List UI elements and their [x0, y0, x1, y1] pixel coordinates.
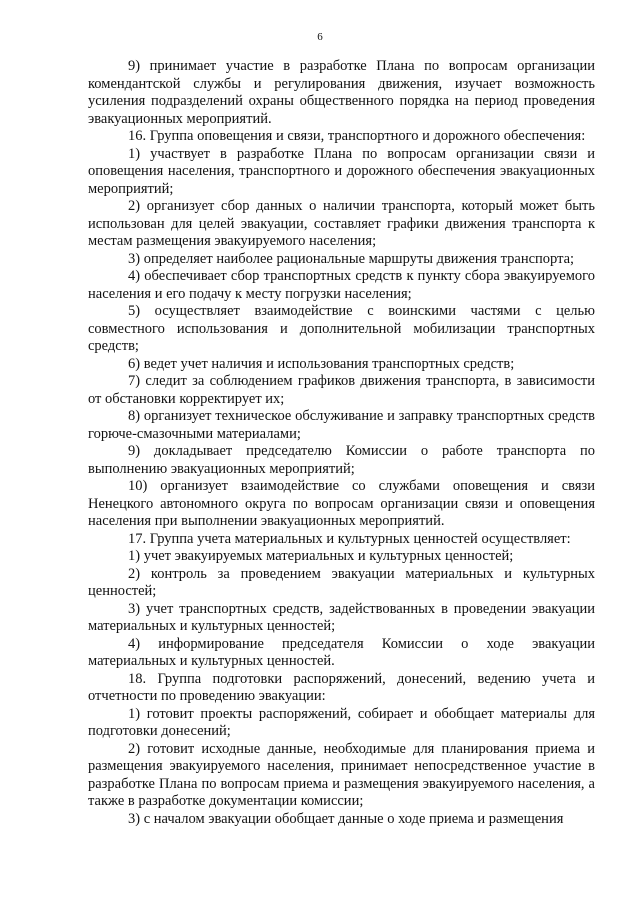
section-heading: 17. Группа учета материальных и культурных ценностей осуществляет: — [128, 530, 571, 547]
paragraph: 4) обеспечивает сбор транспортных средств к пункту сбора эвакуируемого населения и его подачу к месту погрузки населения; — [88, 268, 595, 302]
document-body — [88, 58, 595, 828]
paragraph: 1) готовит проекты распоряжений, собирает и обобщает материалы для подготовки донесений; — [88, 705, 595, 739]
paragraph: 2) организует сбор данных о наличии транспорта, который может быть использован для целей эвакуации, составляет графики движения транспорта к местам размещения эвакуируемого населения; — [88, 198, 595, 249]
page-number: 6 — [317, 31, 323, 43]
paragraph: 3) определяет наиболее рациональные маршруты движения транспорта; — [128, 250, 575, 267]
paragraph: 3) с началом эвакуации обобщает данные о ходе приема и размещения — [128, 810, 564, 827]
section-heading: 16. Группа оповещения и связи, транспортного и дорожного обеспечения: — [128, 128, 586, 144]
paragraph: 2) готовит исходные данные, необходимые для планирования приема и размещения эвакуируемого населения, принимает непосредственное участие в разработке Плана по вопросам приема и размещения эвакуируемого населения, а также в разработке документации комиссии; — [88, 740, 595, 809]
paragraph: 3) учет транспортных средств, задействованных в проведении эвакуации материальных и культурных ценностей; — [88, 600, 595, 634]
paragraph: 9) докладывает председателю Комиссии о работе транспорта по выполнению эвакуационных мероприятий; — [88, 443, 595, 477]
paragraph: 2) контроль за проведением эвакуации материальных и культурных ценностей; — [88, 565, 595, 599]
paragraph: 10) организует взаимодействие со службами оповещения и связи Ненецкого автономного округа по вопросам организации связи и оповещения населения при выполнении эвакуационных мероприятий. — [88, 478, 595, 529]
section-heading: 18. Группа подготовки распоряжений, донесений, ведению учета и отчетности по проведению эвакуации: — [88, 670, 595, 704]
paragraph: 1) участвует в разработке Плана по вопросам организации связи и оповещения населения, транспортного и дорожного обеспечения эвакуационных мероприятий; — [88, 145, 595, 197]
paragraph: 9) принимает участие в разработке Плана по вопросам организации комендантской службы и регулирования движения, изучает возможность усиления подразделений охраны общественного порядка на период проведения эвакуационных мероприятий. — [88, 58, 595, 127]
paragraph: 4) информирование председателя Комиссии о ходе эвакуации материальных и культурных ценностей. — [88, 635, 595, 669]
paragraph: 8) организует техническое обслуживание и заправку транспортных средств горюче-смазочными материалами; — [88, 408, 595, 442]
paragraph: 7) следит за соблюдением графиков движения транспорта, в зависимости от обстановки корректирует их; — [88, 373, 595, 407]
paragraph: 1) учет эвакуируемых материальных и культурных ценностей; — [128, 548, 514, 564]
paragraph: 5) осуществляет взаимодействие с воинскими частями с целью совместного использования и дополнительной мобилизации транспортных средств; — [88, 303, 595, 354]
paragraph: 6) ведет учет наличия и использования транспортных средств; — [128, 355, 515, 372]
